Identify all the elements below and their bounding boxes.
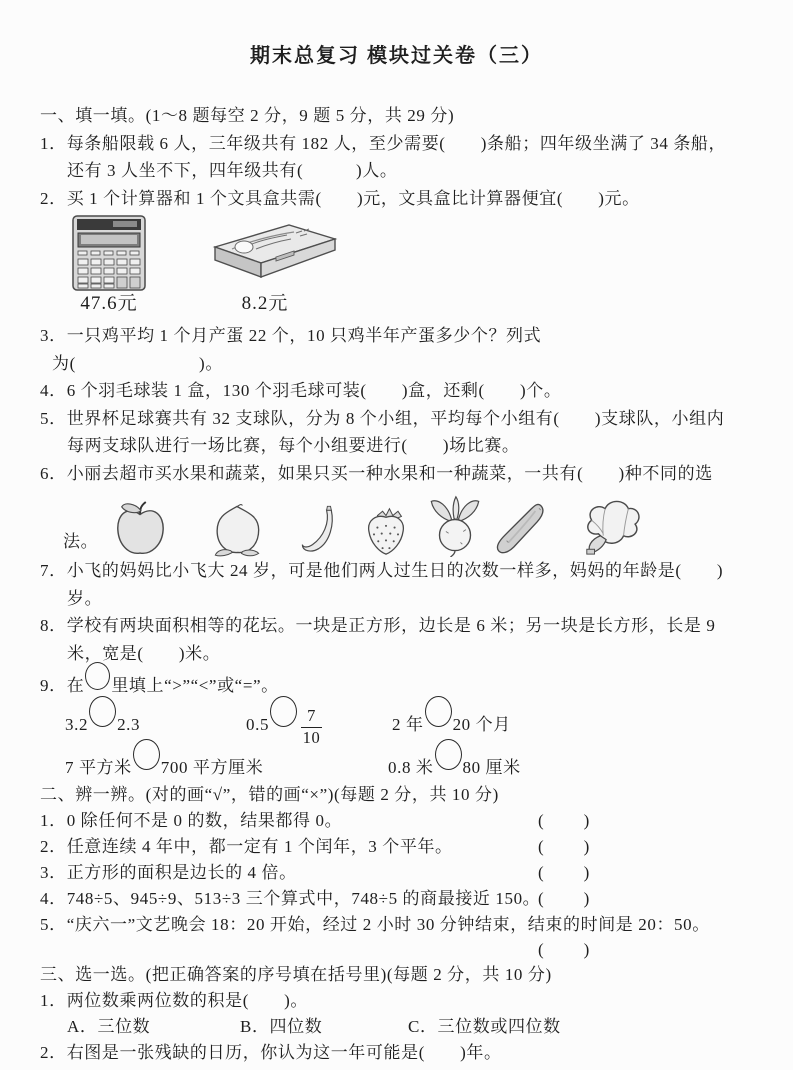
judge-item-2 <box>0 834 793 860</box>
calculator-figure <box>70 214 148 316</box>
comparison-item <box>65 703 140 735</box>
cucumber-icon <box>494 501 548 557</box>
judge-item-5 <box>0 912 793 938</box>
comparison-right: 80 厘米 <box>462 758 521 777</box>
judge-text: 2．任意连续 4 年中，都一定有 1 个闰年，3 个平年。 <box>40 837 453 856</box>
comparison-row-2 <box>0 744 793 782</box>
comparison-right: 700 平方厘米 <box>160 758 264 777</box>
comparison-left: 3.2 <box>65 715 89 734</box>
q2-figures <box>0 212 793 316</box>
q5-line-2: 每两支球队进行一场比赛，每个小组要进行( )场比赛。 <box>67 436 520 455</box>
banana-icon <box>300 501 336 557</box>
q6-produce-row <box>0 487 793 557</box>
q8-line-2: 米，宽是( )米。 <box>67 643 221 663</box>
comparison-circle-icon <box>425 696 452 727</box>
comparison-item <box>65 746 263 778</box>
q5-line-1: 5．世界杯足球赛共有 32 支球队，分为 8 个小组，平均每个小组有( )支球队，小组内 <box>40 408 725 428</box>
peach-icon <box>210 501 264 557</box>
strawberry-icon <box>362 505 410 557</box>
comparison-row-1 <box>0 697 793 747</box>
option-a: A．三位数 <box>67 1017 151 1036</box>
blank-circle-icon <box>85 662 110 690</box>
comparison-item <box>388 746 521 778</box>
answer-bracket: ( ) <box>538 940 592 959</box>
q9-suffix: 里填上“>”“<”或“=”。 <box>111 676 279 695</box>
comparison-circle-icon <box>133 739 160 770</box>
q8-line-1: 8．学校有两块面积相等的花坛。一块是正方形，边长是 6 米；另一块是长方形，长是 9 <box>40 616 716 635</box>
q4-line-1: 4．6 个羽毛球装 1 盒，130 个羽毛球可装( )盒，还剩( )个。 <box>40 381 562 400</box>
q7-line-2: 岁。 <box>67 588 103 608</box>
judge-item-3 <box>0 860 793 886</box>
q1-line-1: 1．每条船限载 6 人，三年级共有 182 人，至少需要( )条船；四年级坐满了 34 条船， <box>40 133 727 153</box>
judge-text: 1．0 除任何不是 0 的数，结果都得 0。 <box>40 811 343 830</box>
section-3-heading: 三、选一选。(把正确答案的序号填在括号里)(每题 2 分，共 10 分) <box>40 965 552 984</box>
fraction-denominator: 10 <box>302 727 321 747</box>
answer-bracket: ( ) <box>538 863 592 882</box>
q3-line-2: 为( )。 <box>52 353 223 373</box>
cauliflower-icon <box>578 499 642 557</box>
fraction <box>301 707 322 746</box>
section-2-heading: 二、辨一辨。(对的画“√”，错的画“×”)(每题 2 分，共 10 分) <box>40 785 499 804</box>
page-title: 期末总复习 模块过关卷（三） <box>250 45 543 67</box>
comparison-circle-icon <box>435 739 462 770</box>
radish-icon <box>424 495 486 557</box>
choice-q2: 2．右图是一张残缺的日历，你认为这一年可能是( )年。 <box>40 1043 502 1062</box>
calculator-image <box>70 214 148 292</box>
comparison-left: 0.5 <box>246 715 270 734</box>
comparison-item <box>246 703 322 746</box>
q7-line-1: 7．小飞的妈妈比小飞大 24 岁，可是他们两人过生日的次数一样多，妈妈的年龄是( ) <box>40 561 724 580</box>
section-1-heading: 一、填一填。(1～8 题每空 2 分，9 题 5 分，共 29 分) <box>40 106 455 125</box>
fraction-numerator: 7 <box>301 707 322 727</box>
comparison-left: 2 年 <box>392 715 424 734</box>
answer-bracket: ( ) <box>538 889 592 908</box>
comparison-circle-icon <box>89 696 116 727</box>
pencil-case-image <box>192 220 338 286</box>
calculator-price: 47.6元 <box>80 293 138 314</box>
comparison-item <box>392 703 511 735</box>
answer-bracket: ( ) <box>538 837 592 856</box>
comparison-right: 20 个月 <box>452 715 511 734</box>
q9-line <box>0 667 793 697</box>
q6-line-2: 法。 <box>63 532 99 551</box>
q1-line-2: 还有 3 人坐不下，四年级共有( )人。 <box>67 161 398 180</box>
comparison-circle-icon <box>270 696 297 727</box>
q9-prefix: 9．在 <box>40 676 85 695</box>
choice-q1: 1．两位数乘两位数的积是( )。 <box>40 991 309 1010</box>
option-b: B．四位数 <box>240 1017 323 1036</box>
pencil-case-price: 8.2元 <box>241 293 289 314</box>
answer-bracket: ( ) <box>538 811 592 830</box>
comparison-left: 0.8 米 <box>388 758 434 777</box>
q2-line-1: 2．买 1 个计算器和 1 个文具盒共需( )元，文具盒比计算器便宜( )元。 <box>40 188 640 208</box>
choice-q1-options <box>0 1014 793 1040</box>
q3-line-1: 3．一只鸡平均 1 个月产蛋 22 个，10 只鸡半年产蛋多少个？列式 <box>40 326 542 345</box>
pencil-case-figure <box>192 220 338 316</box>
judge-text: 3．正方形的面积是边长的 4 倍。 <box>40 863 297 882</box>
judge-text: 5．“庆六一”文艺晚会 18：20 开始，经过 2 小时 30 分钟结束，结束的时间是 20：50。 <box>40 915 710 934</box>
judge-item-1 <box>0 808 793 834</box>
apple-icon <box>114 499 166 557</box>
comparison-right: 2.3 <box>117 715 141 734</box>
judge-text: 4．748÷5、945÷9、513÷3 三个算式中，748÷5 的商最接近 150。 <box>40 889 541 908</box>
q6-line-1: 6．小丽去超市买水果和蔬菜，如果只买一种水果和一种蔬菜，一共有( )种不同的选 <box>40 463 713 483</box>
judge-item-4 <box>0 886 793 912</box>
comparison-left: 7 平方米 <box>65 758 132 777</box>
option-c: C．三位数或四位数 <box>408 1017 561 1036</box>
